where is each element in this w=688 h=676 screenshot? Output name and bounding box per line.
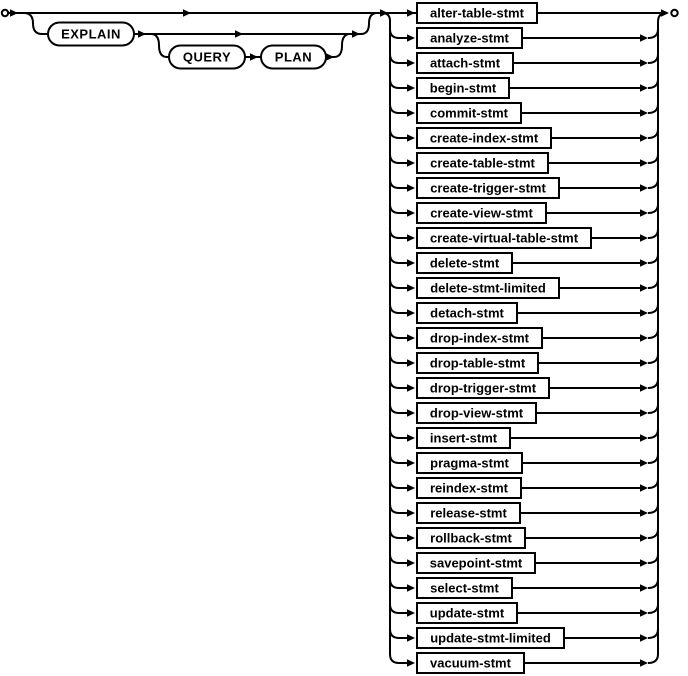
arrow-icon [640,359,648,367]
arrow-icon [640,459,648,467]
statement-label: drop-trigger-stmt [429,380,537,396]
arrow-icon [661,9,669,17]
statement-label: drop-index-stmt [430,330,529,346]
arrow-icon [407,34,415,42]
arrow-icon [407,234,415,242]
arrow-icon [407,259,415,267]
arrow-icon [352,30,360,38]
arrow-icon [407,584,415,592]
arrow-icon [407,409,415,417]
arrow-icon [407,434,415,442]
arrow-icon [407,484,415,492]
keyword-label-explain: EXPLAIN [61,26,121,42]
arrow-icon [407,134,415,142]
arrow-icon [407,284,415,292]
arrow-icon [640,609,648,617]
arrow-icon [640,309,648,317]
statement-label: savepoint-stmt [429,555,523,571]
statement-label: detach-stmt [430,305,504,321]
statement-label: create-index-stmt [429,130,539,146]
arrow-icon [326,53,334,61]
arrow-icon [407,534,415,542]
statement-label: attach-stmt [429,55,501,71]
arrow-icon [407,159,415,167]
start-terminal-icon [2,10,8,16]
arrow-icon [640,509,648,517]
statement-label: drop-view-stmt [429,405,524,421]
keyword-label-query: QUERY [182,49,232,65]
statement-label: reindex-stmt [429,480,509,496]
statement-label: commit-stmt [429,105,509,121]
arrow-icon [407,59,415,67]
arrow-icon [640,134,648,142]
arrow-icon [250,53,258,61]
statement-label: create-view-stmt [430,205,533,221]
statement-label: analyze-stmt [430,30,509,46]
arrow-icon [640,184,648,192]
arrow-icon [640,234,648,242]
statement-label: update-stmt [429,605,505,621]
statement-label: insert-stmt [429,430,498,446]
arrow-icon [640,434,648,442]
statement-label: begin-stmt [429,80,497,96]
arrow-icon [407,184,415,192]
arrow-icon [407,634,415,642]
arrow-icon [640,84,648,92]
arrow-icon [407,559,415,567]
arrow-icon [640,334,648,342]
arrow-icon [10,9,18,17]
statement-label: drop-table-stmt [429,355,526,371]
arrow-icon [640,584,648,592]
statement-label: create-table-stmt [430,155,535,171]
arrow-icon [407,609,415,617]
arrow-icon [138,30,146,38]
statement-label: rollback-stmt [430,530,512,546]
statement-label: vacuum-stmt [430,655,511,671]
arrow-icon [640,659,648,667]
arrow-icon [407,384,415,392]
statement-label: update-stmt-limited [430,630,551,646]
arrow-icon [407,659,415,667]
arrow-icon [640,559,648,567]
arrow-icon [640,534,648,542]
keyword-label-plan: PLAN [274,49,313,65]
statement-label: delete-stmt [429,255,500,271]
statement-label: pragma-stmt [430,455,509,471]
arrow-icon [407,459,415,467]
arrow-icon [640,484,648,492]
statement-label: delete-stmt-limited [430,280,546,296]
statement-label: create-trigger-stmt [430,180,546,196]
arrow-icon [407,309,415,317]
arrow-icon [407,9,415,17]
arrow-icon [183,9,191,17]
arrow-icon [640,409,648,417]
arrow-icon [640,384,648,392]
arrow-icon [407,209,415,217]
arrow-icon [640,34,648,42]
arrow-icon [640,109,648,117]
arrow-icon [640,209,648,217]
arrow-icon [407,84,415,92]
arrow-icon [235,30,243,38]
arrow-icon [407,359,415,367]
arrow-icon [640,59,648,67]
end-terminal-icon [671,10,677,16]
statement-label: create-virtual-table-stmt [429,230,579,246]
connector-lines [9,13,667,663]
statement-label: alter-table-stmt [430,5,524,21]
arrow-icon [640,634,648,642]
statement-label: select-stmt [430,580,499,596]
arrow-icon [380,9,388,17]
arrow-icon [407,334,415,342]
arrow-icon [407,509,415,517]
statement-label: release-stmt [430,505,507,521]
arrow-icon [640,284,648,292]
arrow-icon [640,159,648,167]
arrow-icon [407,109,415,117]
arrow-icon [640,259,648,267]
